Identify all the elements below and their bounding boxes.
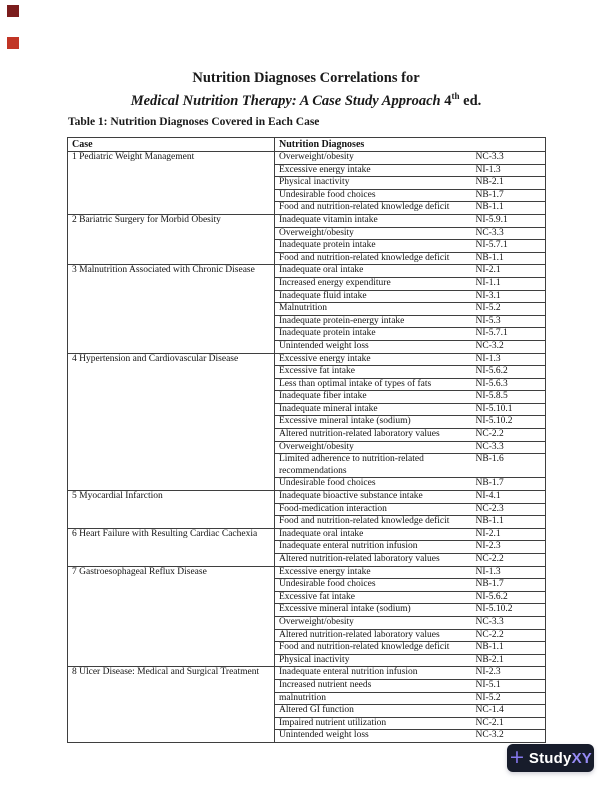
diagnosis-name: Altered GI function: [275, 705, 472, 718]
edition-superscript: th: [451, 91, 460, 101]
edition-suffix: ed.: [459, 92, 482, 109]
red-page-marker-bottom: [7, 37, 19, 49]
diagnoses-table-container: [67, 137, 545, 743]
diagnosis-code: NI-5.8.5: [472, 391, 546, 404]
diagnosis-code: NI-5.10.2: [472, 604, 546, 617]
diagnosis-code: NI-4.1: [472, 491, 546, 504]
diagnosis-name: Food and nutrition-related knowledge deficit: [275, 252, 472, 265]
diagnosis-name: Excessive energy intake: [275, 353, 472, 366]
diagnosis-code: NI-2.1: [472, 265, 546, 278]
diagnosis-code: NB-1.7: [472, 189, 546, 202]
diagnosis-code: NI-5.6.2: [472, 366, 546, 379]
diagnosis-code: NC-2.3: [472, 503, 546, 516]
diagnosis-name: Impaired nutrient utilization: [275, 717, 472, 730]
diagnosis-name: Overweight/obesity: [275, 616, 472, 629]
diagnosis-name: Limited adherence to nutrition-related recommendations: [275, 454, 472, 478]
diagnosis-name: Inadequate protein intake: [275, 328, 472, 341]
document-title: [0, 69, 612, 110]
diagnosis-name: Increased energy expenditure: [275, 277, 472, 290]
diagnosis-name: malnutrition: [275, 692, 472, 705]
diagnosis-name: Inadequate enteral nutrition infusion: [275, 541, 472, 554]
diagnosis-name: Food-medication interaction: [275, 503, 472, 516]
diagnosis-name: Less than optimal intake of types of fats: [275, 378, 472, 391]
diagnoses-table-body: [68, 152, 546, 743]
header-nutrition-diagnoses: Nutrition Diagnoses: [275, 138, 546, 152]
diagnosis-name: Excessive energy intake: [275, 566, 472, 579]
diagnosis-code: NI-1.3: [472, 164, 546, 177]
table-row: [68, 214, 546, 227]
diagnosis-name: Altered nutrition-related laboratory values: [275, 629, 472, 642]
table-row: [68, 491, 546, 504]
diagnosis-code: NB-1.6: [472, 454, 546, 478]
diagnosis-code: NC-2.2: [472, 629, 546, 642]
diagnosis-code: NI-5.7.1: [472, 240, 546, 253]
diagnosis-code: NI-5.10.1: [472, 403, 546, 416]
diagnosis-name: Overweight/obesity: [275, 441, 472, 454]
diagnosis-name: Inadequate oral intake: [275, 265, 472, 278]
diagnosis-name: Inadequate bioactive substance intake: [275, 491, 472, 504]
diagnosis-name: Inadequate fluid intake: [275, 290, 472, 303]
diagnosis-code: NC-3.3: [472, 616, 546, 629]
diagnosis-name: Unintended weight loss: [275, 730, 472, 743]
diagnosis-code: NB-2.1: [472, 654, 546, 667]
diagnoses-table: [67, 137, 546, 743]
diagnosis-code: NC-3.3: [472, 441, 546, 454]
diagnosis-code: NC-2.2: [472, 554, 546, 567]
case-cell: 7 Gastroesophageal Reflux Disease: [68, 566, 275, 667]
diagnosis-name: Increased nutrient needs: [275, 679, 472, 692]
table-row: [68, 152, 546, 165]
diagnosis-name: Physical inactivity: [275, 177, 472, 190]
diagnosis-code: NC-2.2: [472, 429, 546, 442]
diagnosis-code: NI-5.7.1: [472, 328, 546, 341]
diagnosis-code: NB-1.7: [472, 478, 546, 491]
diagnosis-code: NI-5.6.3: [472, 378, 546, 391]
diagnosis-name: Food and nutrition-related knowledge deficit: [275, 642, 472, 655]
diagnosis-code: NB-1.1: [472, 252, 546, 265]
diagnosis-name: Excessive mineral intake (sodium): [275, 416, 472, 429]
diagnosis-code: NI-2.3: [472, 667, 546, 680]
plus-icon: +: [508, 745, 525, 768]
diagnosis-code: NB-1.1: [472, 202, 546, 215]
case-cell: 8 Ulcer Disease: Medical and Surgical Treatment: [68, 667, 275, 743]
diagnosis-name: Excessive fat intake: [275, 366, 472, 379]
edition-number: 4: [444, 92, 452, 109]
table-caption: Table 1: Nutrition Diagnoses Covered in Each Case: [68, 116, 320, 128]
diagnosis-code: NI-5.10.2: [472, 416, 546, 429]
book-title: Medical Nutrition Therapy: A Case Study Approach: [130, 92, 441, 109]
diagnosis-name: Inadequate protein-energy intake: [275, 315, 472, 328]
table-row: [68, 265, 546, 278]
diagnosis-name: Undesirable food choices: [275, 478, 472, 491]
diagnosis-name: Inadequate protein intake: [275, 240, 472, 253]
diagnosis-code: NB-2.1: [472, 177, 546, 190]
case-cell: 2 Bariatric Surgery for Morbid Obesity: [68, 214, 275, 264]
diagnosis-name: Food and nutrition-related knowledge deficit: [275, 516, 472, 529]
table-row: [68, 667, 546, 680]
diagnosis-code: NC-3.2: [472, 340, 546, 353]
title-line-1: Nutrition Diagnoses Correlations for: [192, 70, 420, 86]
diagnosis-name: Excessive fat intake: [275, 591, 472, 604]
diagnosis-name: Overweight/obesity: [275, 227, 472, 240]
table-header-row: [68, 138, 546, 152]
studyxy-logo-badge: [507, 744, 594, 772]
table-row: [68, 528, 546, 541]
diagnosis-name: Excessive energy intake: [275, 164, 472, 177]
diagnosis-name: Inadequate oral intake: [275, 528, 472, 541]
diagnosis-code: NC-3.2: [472, 730, 546, 743]
case-cell: 6 Heart Failure with Resulting Cardiac Cachexia: [68, 528, 275, 566]
diagnosis-name: Excessive mineral intake (sodium): [275, 604, 472, 617]
brand-primary: Study: [528, 749, 572, 767]
diagnosis-code: NI-5.1: [472, 679, 546, 692]
diagnosis-name: Undesirable food choices: [275, 189, 472, 202]
case-cell: 3 Malnutrition Associated with Chronic Disease: [68, 265, 275, 353]
diagnosis-name: Altered nutrition-related laboratory values: [275, 429, 472, 442]
diagnosis-name: Malnutrition: [275, 303, 472, 316]
diagnosis-code: NC-3.3: [472, 227, 546, 240]
table-row: [68, 353, 546, 366]
diagnosis-code: NB-1.1: [472, 516, 546, 529]
diagnosis-code: NC-2.1: [472, 717, 546, 730]
diagnosis-name: Unintended weight loss: [275, 340, 472, 353]
diagnosis-code: NB-1.7: [472, 579, 546, 592]
diagnosis-code: NB-1.1: [472, 642, 546, 655]
diagnosis-name: Inadequate enteral nutrition infusion: [275, 667, 472, 680]
diagnosis-code: NI-5.2: [472, 692, 546, 705]
diagnosis-code: NI-1.1: [472, 277, 546, 290]
diagnosis-name: Altered nutrition-related laboratory values: [275, 554, 472, 567]
diagnosis-code: NI-5.3: [472, 315, 546, 328]
diagnosis-code: NI-2.3: [472, 541, 546, 554]
diagnosis-code: NI-5.2: [472, 303, 546, 316]
diagnosis-code: NC-1.4: [472, 705, 546, 718]
title-line-2: [0, 87, 612, 110]
diagnosis-code: NI-5.9.1: [472, 214, 546, 227]
diagnosis-name: Food and nutrition-related knowledge deficit: [275, 202, 472, 215]
diagnosis-name: Physical inactivity: [275, 654, 472, 667]
red-page-marker-top: [7, 5, 19, 17]
diagnosis-code: NI-2.1: [472, 528, 546, 541]
case-cell: 4 Hypertension and Cardiovascular Disease: [68, 353, 275, 491]
table-row: [68, 566, 546, 579]
brand-accent: XY: [571, 749, 592, 767]
studyxy-logo-text: [529, 750, 592, 767]
diagnosis-code: NI-1.3: [472, 353, 546, 366]
header-case: Case: [68, 138, 275, 152]
diagnosis-code: NI-3.1: [472, 290, 546, 303]
diagnosis-name: Undesirable food choices: [275, 579, 472, 592]
diagnosis-code: NC-3.3: [472, 152, 546, 165]
diagnosis-name: Inadequate vitamin intake: [275, 214, 472, 227]
diagnosis-name: Inadequate mineral intake: [275, 403, 472, 416]
diagnosis-name: Overweight/obesity: [275, 152, 472, 165]
diagnosis-code: NI-1.3: [472, 566, 546, 579]
case-cell: 1 Pediatric Weight Management: [68, 152, 275, 215]
case-cell: 5 Myocardial Infarction: [68, 491, 275, 529]
diagnosis-code: NI-5.6.2: [472, 591, 546, 604]
diagnosis-name: Inadequate fiber intake: [275, 391, 472, 404]
